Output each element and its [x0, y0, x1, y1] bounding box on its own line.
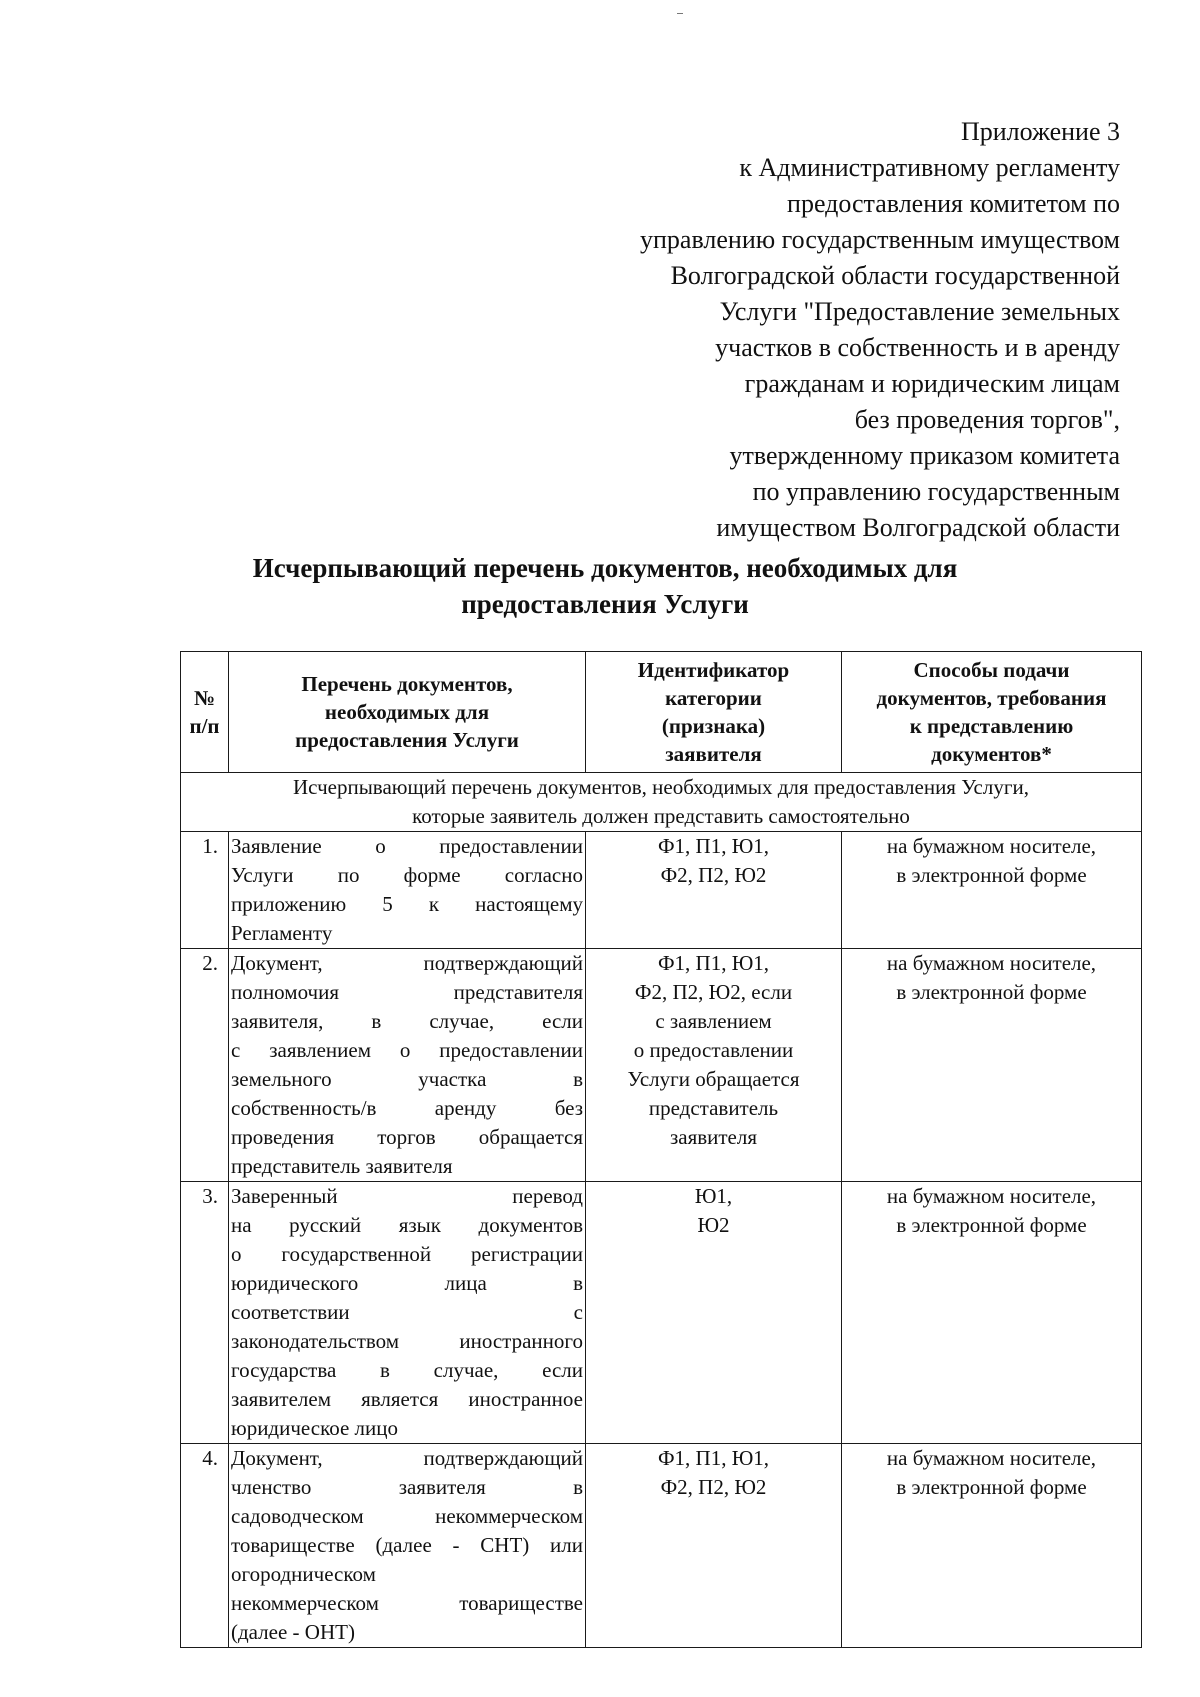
appendix-line: участков в собственность и в аренду — [715, 333, 1120, 362]
row-number: 2. — [181, 949, 229, 1182]
way-line: в электронной форме — [896, 1213, 1087, 1237]
way-line: в электронной форме — [896, 980, 1087, 1004]
header-text: к представлению — [909, 714, 1074, 738]
appendix-line: гражданам и юридическим лицам — [744, 369, 1120, 398]
row-number: 4. — [181, 1444, 229, 1648]
doc-line: государства в случае, если — [231, 1358, 583, 1382]
section-text: которые заявитель должен представить самостоятельно — [412, 804, 910, 828]
header-text: необходимых для — [324, 700, 490, 724]
table-row — [181, 1444, 1142, 1648]
header-text: Идентификатор — [637, 658, 790, 682]
doc-line: садоводческом некоммерческом — [231, 1504, 583, 1528]
appendix-line: без проведения торгов", — [854, 405, 1120, 434]
appendix-line: утвержденному приказом комитета — [729, 441, 1120, 470]
section-cell — [181, 773, 1142, 832]
category-cell — [586, 832, 842, 949]
appendix-line: Услуги "Предоставление земельных — [719, 297, 1120, 326]
cat-line: Ф1, П1, Ю1, — [657, 834, 770, 858]
way-line: на бумажном носителе, — [886, 1184, 1097, 1208]
table-header-row — [181, 652, 1142, 773]
document-cell — [229, 832, 586, 949]
cat-line: Ю2 — [697, 1213, 730, 1237]
header-text: заявителя — [665, 742, 762, 766]
row-number: 3. — [181, 1182, 229, 1444]
doc-line: заявителя, в случае, если — [231, 1009, 583, 1033]
header-text: (признака) — [661, 714, 766, 738]
category-cell — [586, 1182, 842, 1444]
header-text: Способы подачи — [913, 658, 1070, 682]
header-submission — [842, 652, 1142, 773]
doc-line: Заявление о предоставлении — [231, 834, 583, 858]
category-cell — [586, 1444, 842, 1648]
doc-line: огородническом — [231, 1562, 376, 1586]
header-text: Перечень документов, — [301, 672, 513, 696]
doc-line: на русский язык документов — [231, 1213, 583, 1237]
appendix-line: имуществом Волгоградской области — [716, 513, 1120, 542]
doc-line: собственность/в аренду без — [231, 1096, 583, 1120]
header-text: документов* — [931, 742, 1052, 766]
doc-line: земельного участка в — [231, 1067, 583, 1091]
doc-line: представитель заявителя — [231, 1154, 453, 1178]
doc-line: соответствии с — [231, 1300, 583, 1324]
way-line: на бумажном носителе, — [886, 951, 1097, 975]
table-row — [181, 832, 1142, 949]
cat-line: представитель — [648, 1096, 779, 1120]
appendix-line: к Административному регламенту — [739, 153, 1120, 182]
doc-line: некоммерческом товариществе — [231, 1591, 583, 1615]
submission-cell — [842, 1444, 1142, 1648]
appendix-line: Волгоградской области государственной — [670, 261, 1120, 290]
doc-line: Услуги по форме согласно — [231, 863, 583, 887]
cat-line: Ф2, П2, Ю2 — [660, 1475, 767, 1499]
doc-line: с заявлением о предоставлении — [231, 1038, 583, 1062]
table-row — [181, 949, 1142, 1182]
doc-line: Документ, подтверждающий — [231, 1446, 583, 1470]
appendix-line: предоставления комитетом по — [787, 189, 1120, 218]
cat-line: Ф2, П2, Ю2 — [660, 863, 767, 887]
section-row — [181, 773, 1142, 832]
doc-line: приложению 5 к настоящему — [231, 892, 583, 916]
table-row — [181, 1182, 1142, 1444]
doc-line: Регламенту — [231, 921, 333, 945]
cat-line: Ф2, П2, Ю2, если — [634, 980, 793, 1004]
document-cell — [229, 1444, 586, 1648]
cat-line: Ф1, П1, Ю1, — [657, 1446, 770, 1470]
doc-line: (далее - ОНТ) — [231, 1620, 355, 1644]
doc-line: юридическое лицо — [231, 1416, 398, 1440]
appendix-line: по управлению государственным — [752, 477, 1120, 506]
cat-line: Ф1, П1, Ю1, — [657, 951, 770, 975]
scan-speck — [677, 13, 683, 14]
doc-line: проведения торгов обращается — [231, 1125, 583, 1149]
way-line: в электронной форме — [896, 1475, 1087, 1499]
submission-cell — [842, 1182, 1142, 1444]
cat-line: Услуги обращается — [627, 1067, 800, 1091]
cat-line: о предоставлении — [633, 1038, 794, 1062]
header-text: № — [193, 686, 216, 710]
header-category — [586, 652, 842, 773]
row-number: 1. — [181, 832, 229, 949]
way-line: на бумажном носителе, — [886, 834, 1097, 858]
header-text: п/п — [189, 714, 220, 738]
doc-line: полномочия представителя — [231, 980, 583, 1004]
doc-line: о государственной регистрации — [231, 1242, 583, 1266]
submission-cell — [842, 832, 1142, 949]
doc-line: заявителем является иностранное — [231, 1387, 583, 1411]
doc-line: законодательством иностранного — [231, 1329, 583, 1353]
way-line: на бумажном носителе, — [886, 1446, 1097, 1470]
document-title — [180, 550, 1030, 622]
doc-line: Документ, подтверждающий — [231, 951, 583, 975]
header-text: предоставления Услуги — [295, 728, 519, 752]
documents-table — [180, 651, 1142, 1648]
way-line: в электронной форме — [896, 863, 1087, 887]
header-doc-list — [229, 652, 586, 773]
appendix-header — [480, 114, 1120, 546]
cat-line: с заявлением — [655, 1009, 772, 1033]
section-text: Исчерпывающий перечень документов, необходимых для предоставления Услуги, — [293, 775, 1029, 799]
doc-line: юридического лица в — [231, 1271, 583, 1295]
header-text: категории — [665, 686, 762, 710]
title-line: предоставления Услуги — [461, 589, 749, 619]
cat-line: заявителя — [669, 1125, 758, 1149]
header-text: документов, требования — [876, 686, 1107, 710]
cat-line: Ю1, — [694, 1184, 733, 1208]
header-num — [181, 652, 229, 773]
document-cell — [229, 1182, 586, 1444]
submission-cell — [842, 949, 1142, 1182]
doc-line: членство заявителя в — [231, 1475, 583, 1499]
appendix-line: Приложение 3 — [960, 117, 1120, 146]
appendix-line: управлению государственным имуществом — [640, 225, 1120, 254]
title-line: Исчерпывающий перечень документов, необходимых для — [252, 553, 958, 583]
document-cell — [229, 949, 586, 1182]
category-cell — [586, 949, 842, 1182]
doc-line: товариществе (далее - СНТ) или — [231, 1533, 583, 1557]
doc-line: Заверенный перевод — [231, 1184, 583, 1208]
